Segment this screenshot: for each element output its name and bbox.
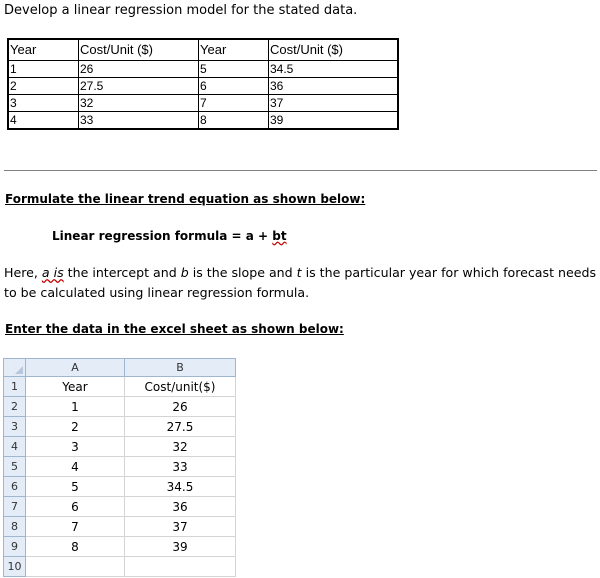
cell: 8 xyxy=(199,112,269,130)
cell-a[interactable]: 4 xyxy=(26,457,125,477)
cell-a[interactable]: 8 xyxy=(26,537,125,557)
row-header[interactable]: 9 xyxy=(4,537,26,557)
header-year-2: Year xyxy=(199,39,269,61)
table-row xyxy=(8,95,398,112)
table-row xyxy=(4,397,236,417)
intro-text: Develop a linear regression model for the stated data. xyxy=(4,3,358,18)
table-row xyxy=(4,377,236,397)
table-row xyxy=(4,457,236,477)
cell-a[interactable]: 6 xyxy=(26,497,125,517)
cell-b[interactable]: 26 xyxy=(125,397,236,417)
table-row xyxy=(4,417,236,437)
data-table xyxy=(7,38,399,130)
table-row xyxy=(4,557,236,577)
cell: 36 xyxy=(269,78,399,95)
row-header[interactable]: 7 xyxy=(4,497,26,517)
column-header-a[interactable]: A xyxy=(26,359,125,377)
explanation-paragraph xyxy=(4,263,600,303)
row-header[interactable]: 4 xyxy=(4,437,26,457)
excel-column-header-row xyxy=(4,359,236,377)
cell-a[interactable]: 1 xyxy=(26,397,125,417)
table-row xyxy=(4,437,236,457)
cell-b[interactable]: 32 xyxy=(125,437,236,457)
cell-a[interactable]: 7 xyxy=(26,517,125,537)
formula-prefix: Linear regression formula = a + xyxy=(52,229,273,243)
header-year-1: Year xyxy=(8,39,79,61)
cell-b[interactable]: 27.5 xyxy=(125,417,236,437)
row-header[interactable]: 2 xyxy=(4,397,26,417)
table-row xyxy=(4,497,236,517)
table-row xyxy=(4,517,236,537)
cell: 34.5 xyxy=(269,61,399,78)
table-row xyxy=(4,537,236,557)
data-table-header xyxy=(8,39,398,61)
cell-b[interactable] xyxy=(125,557,236,577)
row-header[interactable]: 1 xyxy=(4,377,26,397)
cell: 37 xyxy=(269,95,399,112)
cell: 6 xyxy=(199,78,269,95)
cell-a[interactable]: Year xyxy=(26,377,125,397)
header-cost-2: Cost/Unit ($) xyxy=(269,39,399,61)
row-header[interactable]: 10 xyxy=(4,557,26,577)
explanation-part: Here, xyxy=(4,265,42,280)
formula-term: bt xyxy=(272,229,287,243)
table-row xyxy=(8,78,398,95)
cell: 33 xyxy=(79,112,199,130)
select-all-corner[interactable] xyxy=(4,359,26,377)
row-header[interactable]: 3 xyxy=(4,417,26,437)
cell: 27.5 xyxy=(79,78,199,95)
cell: 2 xyxy=(8,78,79,95)
cell-b[interactable]: 33 xyxy=(125,457,236,477)
cell: 7 xyxy=(199,95,269,112)
formulate-heading: Formulate the linear trend equation as shown below: xyxy=(5,192,366,206)
cell: 32 xyxy=(79,95,199,112)
cell: 1 xyxy=(8,61,79,78)
cell-b[interactable]: Cost/unit($) xyxy=(125,377,236,397)
cell-a[interactable]: 5 xyxy=(26,477,125,497)
cell-b[interactable]: 34.5 xyxy=(125,477,236,497)
excel-grid xyxy=(3,358,236,577)
header-cost-1: Cost/Unit ($) xyxy=(79,39,199,61)
horizontal-rule xyxy=(4,170,597,171)
explanation-intercept: a is xyxy=(41,265,64,280)
cell-b[interactable]: 39 xyxy=(125,537,236,557)
explanation-part: is the slope and xyxy=(188,265,297,280)
cell-a[interactable]: 3 xyxy=(26,437,125,457)
cell: 4 xyxy=(8,112,79,130)
cell: 39 xyxy=(269,112,399,130)
cell: 5 xyxy=(199,61,269,78)
cell-b[interactable]: 36 xyxy=(125,497,236,517)
column-header-b[interactable]: B xyxy=(125,359,236,377)
explanation-part: the intercept and xyxy=(63,265,181,280)
cell-a[interactable] xyxy=(26,557,125,577)
enter-heading: Enter the data in the excel sheet as shown below: xyxy=(5,322,344,336)
table-row xyxy=(4,477,236,497)
explanation-slope-symbol: b xyxy=(180,265,189,280)
explanation-time-symbol: t xyxy=(296,265,302,280)
explanation-part: is the particular year for which forecast needs to be calculated using linear regression formula. xyxy=(4,265,597,300)
cell: 26 xyxy=(79,61,199,78)
table-row xyxy=(8,112,398,130)
cell-a[interactable]: 2 xyxy=(26,417,125,437)
row-header[interactable]: 5 xyxy=(4,457,26,477)
table-row xyxy=(8,61,398,78)
row-header[interactable]: 8 xyxy=(4,517,26,537)
row-header[interactable]: 6 xyxy=(4,477,26,497)
cell: 3 xyxy=(8,95,79,112)
formula-line xyxy=(52,229,287,243)
cell-b[interactable]: 37 xyxy=(125,517,236,537)
